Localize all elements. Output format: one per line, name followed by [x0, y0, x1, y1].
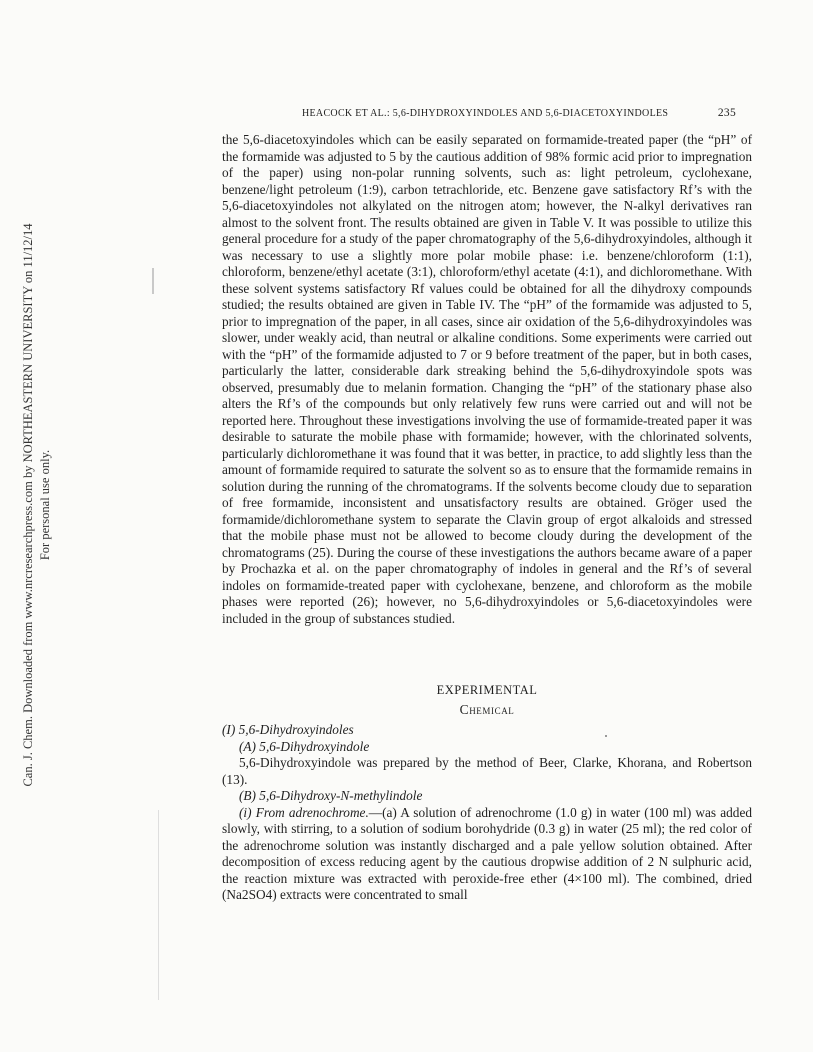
section-subtitle: Chemical — [459, 702, 515, 717]
page-number: 235 — [717, 107, 736, 119]
paragraph: the 5,6-diacetoxyindoles which can be easily separated on formamide-treated paper (the “pH” of the formamide was adjusted to 5 by the cautious addition of 98% formic acid prior to impregnation of the paper) using non-polar running solvents, such as: light petroleum, cyclohexane, benzene/light petroleum (1:9), carbon tetrachloride, etc. Benzene gave satisfactory Rf’s with the 5,6-diacetoxyindoles not alkylated on the nitrogen atom; however, the N-alkyl derivatives ran almost to the solvent front. The results obtained are given in Table V. It was possible to utilize this general procedure for a study of the paper chromatography of the 5,6-dihydroxyindoles, although it was necessary to use a slightly more polar mobile phase: i.e. benzene/chloroform (1:1), chloroform, benzene/ethyl acetate (3:1), chloroform/ethyl acetate (4:1), and dichloromethane. With these solvent systems satisfactory Rf values could be obtained for all the dihydroxy compounds studied; the results obtained are given in Table IV. The “pH” of the formamide was adjusted to 5, prior to impregnation of the paper, in all cases, since air oxidation of the 5,6-dihydroxyindoles was slower, under weakly acid, than neutral or alkaline conditions. Some experiments were carried out with the “pH” of the formamide adjusted to 7 or 9 before treatment of the paper, but in both cases, particularly the latter, considerable dark streaking behind the 5,6-dihydroxyindole spots was observed, presumably due to melanin formation. Changing the “pH” of the stationary phase also alters the Rf’s of the compounds but only relatively few runs were carried out and will not be reported here. Throughout these investigations involving the use of formamide-treated paper it was desirable to saturate the mobile phase with formamide; however, with the chlorinated solvents, particularly dichloromethane it was found that it was better, in practice, to add slightly less than the amount of formamide required to saturate the solvent so as to ensure that the formamide remains in solution during the running of the chromatograms. If the solvents become cloudy due to separation of free formamide, inconsistent and unsatisfactory results are obtained. Gröger used the formamide/dichloromethane system to separate the Clavin group of ergot alkaloids and stressed that the mobile phase must not be allowed to become cloudy during the development of the chromatograms (25). During the course of these investigations the authors became aware of a paper by Prochazka et al. on the paper chromatography of indoles in general and the Rf’s of several indoles on formamide-treated paper with cyclohexane, benzene, and chloroform as the mobile phases were reported (26); however, no 5,6-dihydroxyindoles or 5,6-diacetoxyindoles were included in the group of substances studied. — [222, 132, 752, 626]
paragraph-A: 5,6-Dihydroxyindole was prepared by the method of Beer, Clarke, Khorana, and Robertson (13). — [222, 755, 752, 787]
heading-B: (B) 5,6-Dihydroxy-N-methylindole — [239, 788, 423, 803]
paragraph-B-lead: (i) From adrenochrome. — [239, 804, 369, 820]
page-header — [222, 108, 736, 122]
paper-speck — [158, 810, 159, 1000]
watermark-line-1: Can. J. Chem. Downloaded from www.nrcresearchpress.com by NORTHEASTERN UNIVERSITY on 11/12/14 — [21, 223, 35, 787]
running-head: HEACOCK ET AL.: 5,6-DIHYDROXYINDOLES AND 5,6-DIACETOXYINDOLES — [302, 108, 669, 119]
heading-I: (I) 5,6-Dihydroxyindoles — [222, 722, 354, 737]
paper-speck — [605, 735, 607, 737]
paragraph-B — [222, 805, 752, 904]
paper-speck — [152, 268, 154, 294]
watermark-line-2: For personal use only. — [38, 449, 52, 561]
paragraph-B-rest: —(a) A solution of adrenochrome (1.0 g) in water (100 ml) was added slowly, with stirring, to a solution of sodium borohydride (0.3 g) in water (25 ml); the red color of the adrenochrome solution was instantly discharged and a pale yellow solution obtained. After decomposition of excess reducing agent by the cautious dropwise addition of 2 N sulphuric acid, the reaction mixture was extracted with peroxide-free ether (4×100 ml). The combined, dried (Na2SO4) extracts were concentrated to small — [222, 804, 752, 902]
heading-A: (A) 5,6-Dihydroxyindole — [239, 738, 370, 754]
body-text — [222, 132, 752, 627]
download-watermark — [20, 180, 54, 830]
experimental-section — [222, 722, 752, 904]
section-title: EXPERIMENTAL — [436, 683, 538, 697]
